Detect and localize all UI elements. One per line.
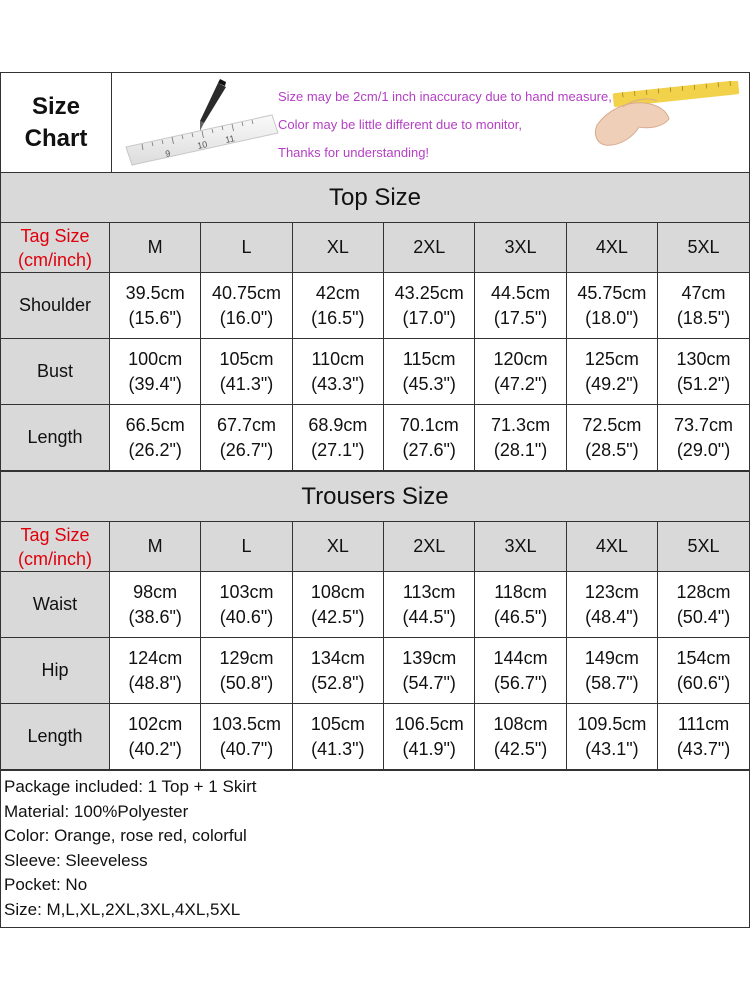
measure-cell: 66.5cm (26.2")	[110, 405, 201, 471]
trousers-size-table	[1, 522, 749, 770]
table-row	[1, 638, 749, 704]
measure-cell: 106.5cm (41.9")	[384, 704, 475, 770]
material-line: Material: 100%Polyester	[4, 801, 189, 821]
tag-size-text: Tag Size	[20, 225, 90, 246]
note-line-3: Thanks for understanding!	[278, 145, 430, 160]
measure-cell: 108cm (42.5")	[475, 704, 566, 770]
measure-cell: 130cm (51.2")	[658, 339, 749, 405]
measure-cell: 44.5cm (17.5")	[475, 273, 566, 339]
top-size-table	[1, 223, 749, 471]
measure-cell: 139cm (54.7")	[384, 638, 475, 704]
size-header: 5XL	[658, 223, 749, 273]
measure-cell: 154cm (60.6")	[658, 638, 749, 704]
row-label: Bust	[1, 339, 110, 405]
measure-cell: 40.75cm (16.0")	[201, 273, 292, 339]
ruler-number-2: 10	[196, 139, 209, 151]
top-size-header-row	[1, 223, 749, 273]
package-line: Package included: 1 Top + 1 Skirt	[4, 777, 257, 796]
size-header: 5XL	[658, 522, 749, 572]
measure-cell: 102cm (40.2")	[110, 704, 201, 770]
measure-cell: 120cm (47.2")	[475, 339, 566, 405]
measure-cell: 70.1cm (27.6")	[384, 405, 475, 471]
size-line: Size: M,L,XL,2XL,3XL,4XL,5XL	[4, 899, 241, 919]
table-row	[1, 339, 749, 405]
trousers-size-title: Trousers Size	[1, 471, 749, 522]
measure-cell: 105cm (41.3")	[292, 704, 383, 770]
measure-cell: 113cm (44.5")	[384, 572, 475, 638]
chart-header	[1, 73, 749, 173]
measure-cell: 68.9cm (27.1")	[292, 405, 383, 471]
pocket-line: Pocket: No	[4, 875, 88, 895]
size-header: 2XL	[384, 223, 475, 273]
tag-unit-text: (cm/inch)	[17, 548, 92, 569]
measure-cell: 103.5cm (40.7")	[201, 704, 292, 770]
row-label: Waist	[1, 572, 110, 638]
measure-cell: 125cm (49.2")	[566, 339, 657, 405]
ruler-pen-icon	[122, 77, 282, 167]
size-header: M	[110, 522, 201, 572]
size-header: M	[110, 223, 201, 273]
size-header: 4XL	[566, 522, 657, 572]
tag-size-text: Tag Size	[20, 524, 90, 545]
measure-cell: 129cm (50.8")	[201, 638, 292, 704]
package-info	[1, 770, 749, 927]
chart-title-line1: Size	[31, 92, 81, 120]
top-size-title: Top Size	[1, 173, 749, 223]
measure-cell: 45.75cm (18.0")	[566, 273, 657, 339]
measure-cell: 39.5cm (15.6")	[110, 273, 201, 339]
table-row	[1, 405, 749, 471]
size-header: 3XL	[475, 223, 566, 273]
top-tag-size-label	[1, 223, 110, 273]
row-label: Shoulder	[1, 273, 110, 339]
measure-cell: 71.3cm (28.1")	[475, 405, 566, 471]
note-line-1: Size may be 2cm/1 inch inaccuracy due to hand measure,	[278, 89, 612, 104]
measure-cell: 108cm (42.5")	[292, 572, 383, 638]
size-header: 2XL	[384, 522, 475, 572]
measure-banner	[112, 73, 749, 172]
measure-cell: 149cm (58.7")	[566, 638, 657, 704]
measure-cell: 47cm (18.5")	[658, 273, 749, 339]
measure-cell: 103cm (40.6")	[201, 572, 292, 638]
tag-unit-text: (cm/inch)	[17, 249, 92, 270]
sleeve-line: Sleeve: Sleeveless	[4, 850, 148, 870]
measure-cell: 109.5cm (43.1")	[566, 704, 657, 770]
table-row	[1, 704, 749, 770]
trousers-tag-size-label	[1, 522, 110, 572]
row-label: Hip	[1, 638, 110, 704]
trousers-size-header-row	[1, 522, 749, 572]
ruler-number-1: 9	[164, 148, 172, 159]
size-header: 3XL	[475, 522, 566, 572]
measure-cell: 111cm (43.7")	[658, 704, 749, 770]
chart-title-line2: Chart	[24, 124, 88, 152]
measure-cell: 123cm (48.4")	[566, 572, 657, 638]
measure-cell: 73.7cm (29.0")	[658, 405, 749, 471]
table-row	[1, 572, 749, 638]
size-header: 4XL	[566, 223, 657, 273]
color-line: Color: Orange, rose red, colorful	[4, 826, 247, 846]
size-chart	[0, 72, 750, 928]
measure-cell: 67.7cm (26.7")	[201, 405, 292, 471]
measure-cell: 118cm (46.5")	[475, 572, 566, 638]
note-line-2: Color may be little different due to monitor,	[278, 117, 522, 132]
size-header: XL	[292, 223, 383, 273]
measure-cell: 72.5cm (28.5")	[566, 405, 657, 471]
measure-cell: 43.25cm (17.0")	[384, 273, 475, 339]
tape-measure-hand-icon	[593, 81, 743, 161]
row-label: Length	[1, 704, 110, 770]
measure-cell: 110cm (43.3")	[292, 339, 383, 405]
measure-notes	[278, 83, 612, 167]
size-header: L	[201, 223, 292, 273]
row-label: Length	[1, 405, 110, 471]
measure-cell: 124cm (48.8")	[110, 638, 201, 704]
measure-cell: 115cm (45.3")	[384, 339, 475, 405]
ruler-number-3: 11	[224, 133, 236, 145]
measure-cell: 100cm (39.4")	[110, 339, 201, 405]
chart-title	[1, 73, 112, 172]
measure-cell: 144cm (56.7")	[475, 638, 566, 704]
measure-cell: 105cm (41.3")	[201, 339, 292, 405]
size-header: XL	[292, 522, 383, 572]
measure-cell: 128cm (50.4")	[658, 572, 749, 638]
measure-cell: 98cm (38.6")	[110, 572, 201, 638]
measure-cell: 134cm (52.8")	[292, 638, 383, 704]
table-row	[1, 273, 749, 339]
measure-cell: 42cm (16.5")	[292, 273, 383, 339]
size-header: L	[201, 522, 292, 572]
